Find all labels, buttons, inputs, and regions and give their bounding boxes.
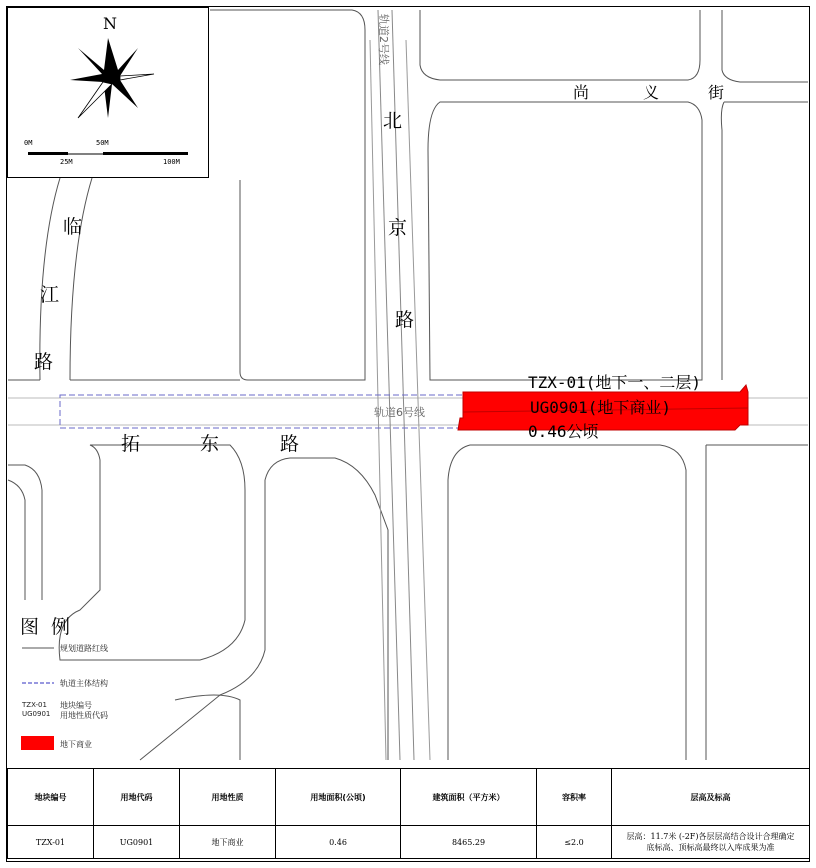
table-cell: 地下商业 <box>180 826 276 859</box>
road-label-linjiang-1: 临 <box>63 216 83 238</box>
north-arrow-icon <box>8 8 210 179</box>
scale-label-25: 25M <box>60 158 73 166</box>
road-label-linjiang-2: 江 <box>40 284 60 306</box>
road-redline <box>210 10 365 380</box>
table-row <box>8 826 810 859</box>
road-label-tuodong-2: 东 <box>200 433 220 455</box>
legend-road-redline: 规划道路红线 <box>60 644 108 653</box>
road-redline <box>8 480 25 600</box>
legend-code-sample-1: TZX-01 <box>22 701 47 709</box>
table-header: 用地性质 <box>180 769 276 826</box>
legend-land-use-code: 用地性质代码 <box>60 711 108 720</box>
road-label-shangyi-3: 街 <box>708 83 725 102</box>
parcel-code-label: TZX-01(地下一、二层) <box>528 373 702 392</box>
parcel-use-label: UG0901(地下商业) <box>530 398 672 417</box>
table-cell: UG0901 <box>94 826 180 859</box>
scale-label-100: 100M <box>163 158 180 166</box>
table-header: 层高及标高 <box>612 769 810 826</box>
road-redline <box>70 178 92 380</box>
rail-line-6-label: 轨道6号线 <box>374 406 425 419</box>
parcel-area-label: 0.46公顷 <box>528 422 599 441</box>
north-label: N <box>103 14 117 33</box>
table-cell: 8465.29 <box>401 826 537 859</box>
road-redline <box>721 102 724 380</box>
table-header: 地块编号 <box>8 769 94 826</box>
table-header: 用地面积(公顷) <box>276 769 401 826</box>
road-redline <box>420 10 700 80</box>
road-label-tuodong-1: 拓 <box>121 433 141 455</box>
rail-line-2-label: 轨道2号线 <box>377 14 390 65</box>
road-label-beijing-3: 路 <box>395 309 415 331</box>
road-label-beijing-2: 京 <box>388 217 408 239</box>
scale-label-50: 50M <box>96 139 109 147</box>
legend-parcel-id: 地块编号 <box>60 701 92 710</box>
road-label-linjiang-3: 路 <box>34 351 54 373</box>
road-redline <box>448 445 686 760</box>
table-cell: TZX-01 <box>8 826 94 859</box>
road-label-tuodong-3: 路 <box>280 433 300 455</box>
road-redline <box>428 102 702 380</box>
road-label-shangyi-1: 尚 <box>573 83 590 102</box>
parcel-data-table <box>7 768 810 859</box>
road-redline <box>722 10 808 82</box>
table-header: 容积率 <box>537 769 612 826</box>
table-cell: 层高：11.7米 (-2F)各层层高结合设计合理确定 底标高、顶标高最终以入库成果为准 <box>612 826 810 859</box>
table-header: 建筑面积（平方米） <box>401 769 537 826</box>
scale-label-0: 0M <box>24 139 33 147</box>
road-redline <box>265 458 388 760</box>
legend-code-sample-2: UG0901 <box>22 710 51 718</box>
table-cell: 0.46 <box>276 826 401 859</box>
table-header: 用地代码 <box>94 769 180 826</box>
compass-scale-box <box>7 7 209 178</box>
road-label-beijing-1: 北 <box>383 110 403 132</box>
table-cell: ≤2.0 <box>537 826 612 859</box>
legend-title: 图 例 <box>20 616 74 638</box>
table-header-row <box>8 769 810 826</box>
legend <box>20 612 170 749</box>
road-redline <box>370 40 386 760</box>
road-redline <box>406 40 430 760</box>
legend-underground-commercial: 地下商业 <box>60 740 92 749</box>
road-label-shangyi-2: 义 <box>643 83 660 102</box>
legend-rail-structure: 轨道主体结构 <box>60 679 108 688</box>
